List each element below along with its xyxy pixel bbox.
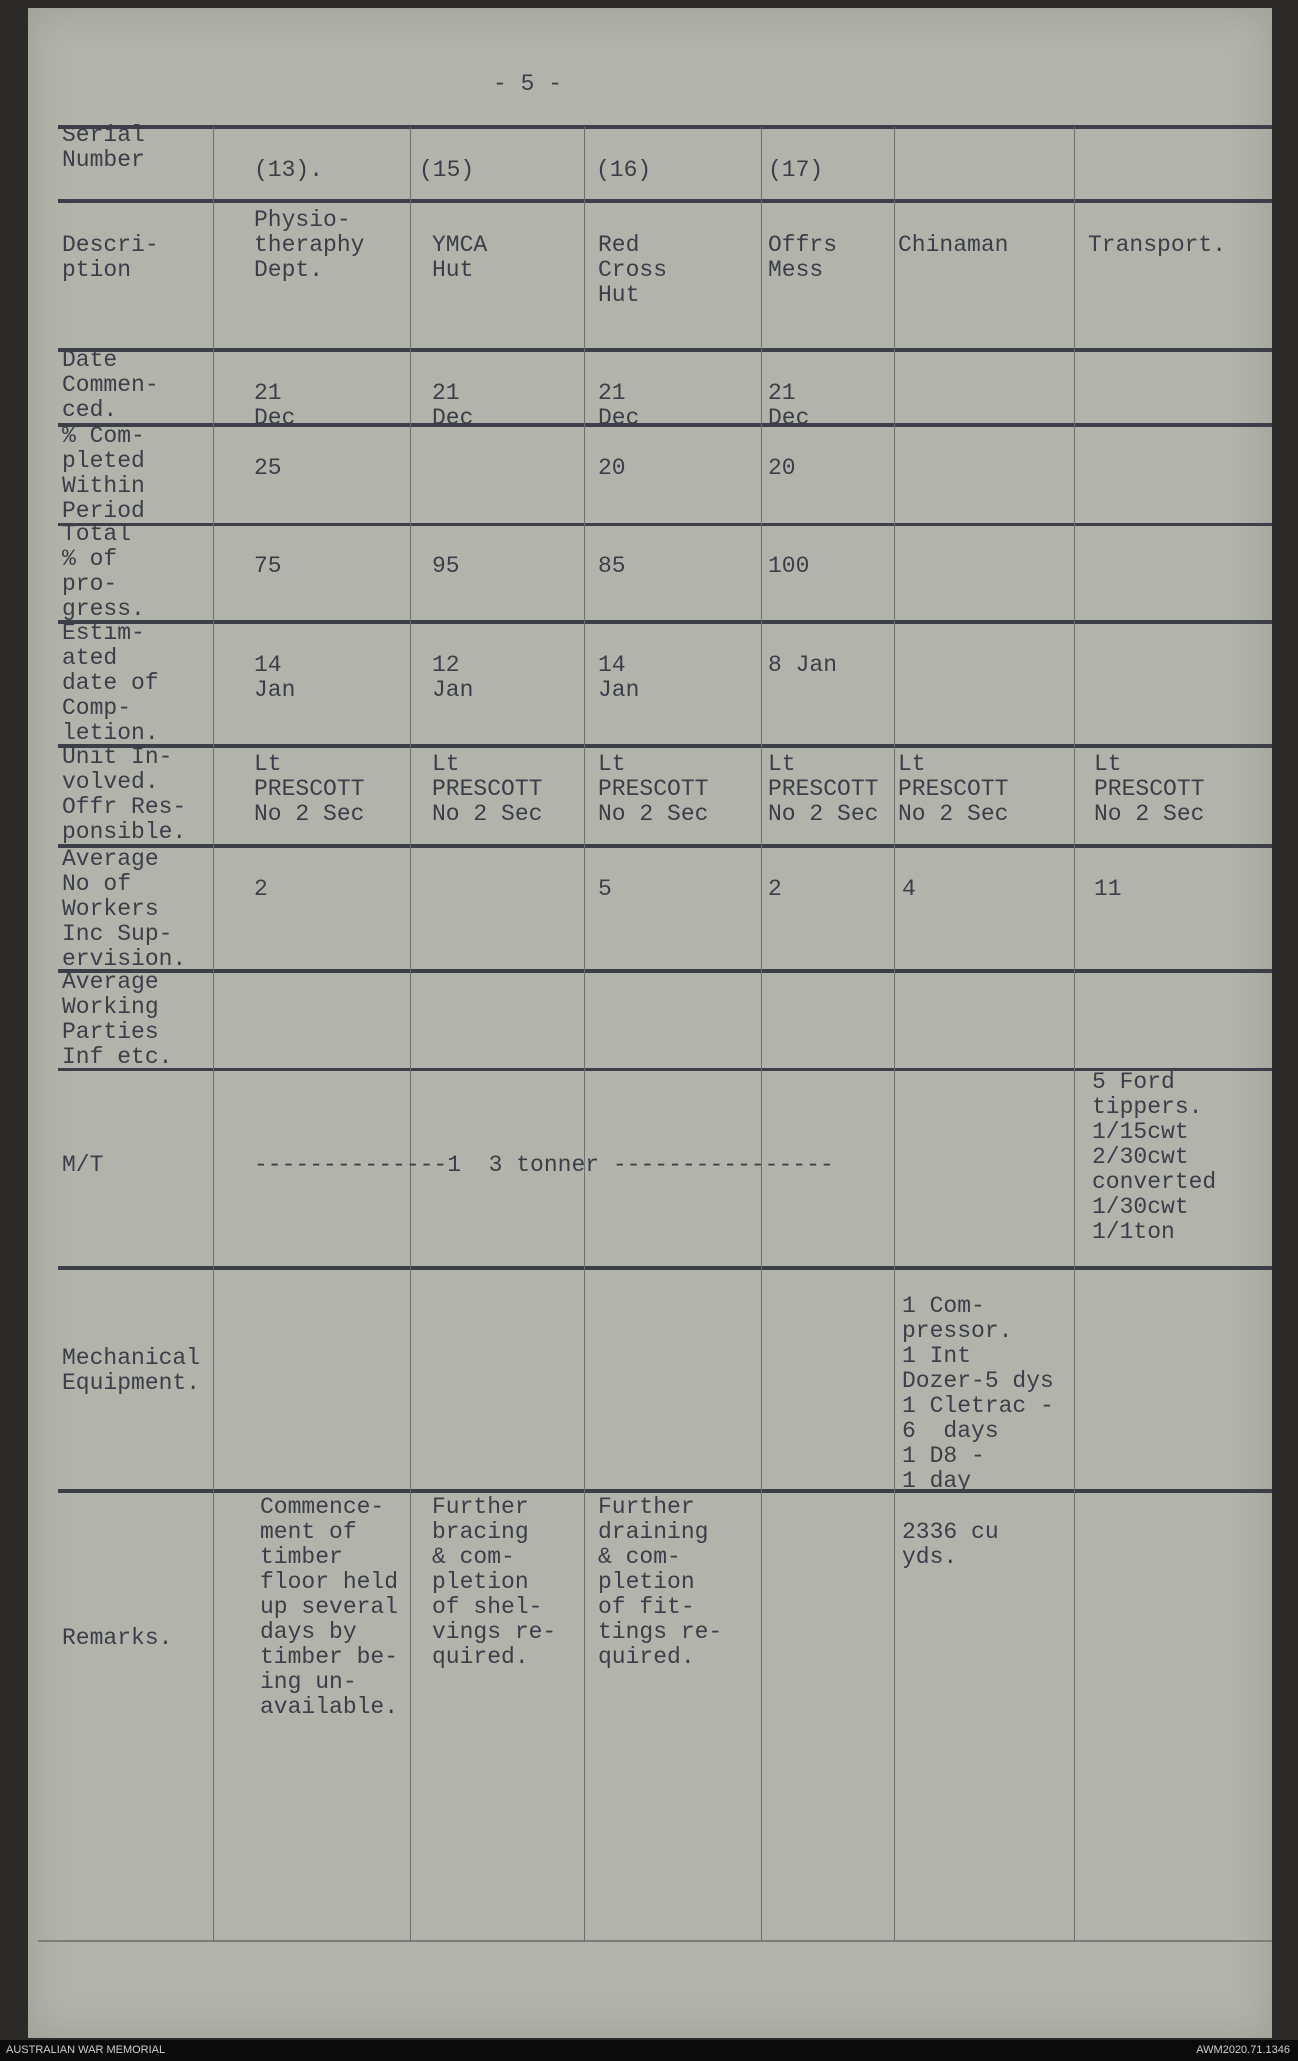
cell-avg-workers: 4 <box>902 876 916 902</box>
label-avg-parties: Average Working Parties Inf etc. <box>62 969 173 1070</box>
rule-mech <box>58 1489 1272 1493</box>
cell-total-progress: 100 <box>768 553 810 579</box>
label-serial: Serial Number <box>62 122 145 173</box>
rule-unit <box>58 844 1272 848</box>
rule-bottom <box>38 1940 1272 1942</box>
cell-pct-completed: 25 <box>254 455 282 481</box>
cell-description: Chinaman <box>898 232 1009 258</box>
cell-description: Transport. <box>1088 232 1227 258</box>
footer-right: AWM2020.71.1346 <box>1196 2044 1290 2056</box>
cell-avg-workers: 2 <box>254 876 268 902</box>
cell-serial: (17) <box>768 157 824 183</box>
label-total-progress: Total % of pro- gress. <box>62 521 145 622</box>
rule-pct <box>58 523 1272 526</box>
col-line-4 <box>761 127 762 1942</box>
cell-est-completion: 14 Jan <box>254 652 296 703</box>
rule-parties <box>58 1068 1272 1071</box>
cell-date-commenced: 21 Dec <box>432 380 474 431</box>
rule-date <box>58 423 1272 427</box>
cell-total-progress: 75 <box>254 553 282 579</box>
cell-serial: (13). <box>254 157 324 183</box>
col-line-2 <box>410 127 411 1942</box>
label-pct-completed: % Com- pleted Within Period <box>62 423 145 524</box>
cell-pct-completed: 20 <box>768 455 796 481</box>
cell-remarks: Further draining & com- pletion of fit- tings re- quired. <box>598 1494 723 1670</box>
cell-avg-workers: 11 <box>1094 876 1122 902</box>
cell-serial: (16) <box>596 157 652 183</box>
cell-unit: Lt PRESCOTT No 2 Sec <box>432 751 543 827</box>
col-line-6 <box>1074 127 1075 1942</box>
rule-serial <box>58 199 1272 203</box>
rule-est <box>58 744 1272 748</box>
cell-pct-completed: 20 <box>598 455 626 481</box>
cell-est-completion: 8 Jan <box>768 652 838 678</box>
label-est-completion: Estim- ated date of Comp- letion. <box>62 620 159 746</box>
footer-left: AUSTRALIAN WAR MEMORIAL <box>6 2044 166 2056</box>
cell-avg-workers: 2 <box>768 876 782 902</box>
cell-mech: 1 Com- pressor. 1 Int Dozer-5 dys 1 Cletrac - 6 days 1 D8 - 1 day <box>902 1293 1054 1494</box>
label-date-commenced: Date Commen- ced. <box>62 347 159 423</box>
cell-est-completion: 12 Jan <box>432 652 474 703</box>
rule-total <box>58 620 1272 624</box>
cell-serial: (15) <box>419 157 475 183</box>
rule-description <box>58 348 1272 352</box>
cell-est-completion: 14 Jan <box>598 652 640 703</box>
document-page <box>28 8 1272 2038</box>
cell-description: YMCA Hut <box>432 232 488 283</box>
label-mech: Mechanical Equipment. <box>62 1345 201 1396</box>
cell-avg-workers: 5 <box>598 876 612 902</box>
label-unit: Unit In- volved. Offr Res- ponsible. <box>62 744 187 845</box>
label-avg-workers: Average No of Workers Inc Sup- ervision. <box>62 846 187 972</box>
cell-description: Red Cross Hut <box>598 232 668 308</box>
cell-description: Physio- theraphy Dept. <box>254 207 365 283</box>
cell-remarks: Further bracing & com- pletion of shel- vings re- quired. <box>432 1494 557 1670</box>
label-mt: M/T <box>62 1152 104 1178</box>
cell-date-commenced: 21 Dec <box>254 380 296 431</box>
rule-workers <box>58 969 1272 973</box>
cell-total-progress: 95 <box>432 553 460 579</box>
col-line-5 <box>894 127 895 1942</box>
mt-shared-line: --------------1 3 tonner ---------------- <box>254 1152 834 1178</box>
cell-date-commenced: 21 Dec <box>598 380 640 431</box>
col-line-3 <box>584 127 585 1942</box>
cell-description: Offrs Mess <box>768 232 838 283</box>
rule-mt <box>58 1266 1272 1270</box>
cell-unit: Lt PRESCOTT No 2 Sec <box>768 751 879 827</box>
cell-remarks: Commence- ment of timber floor held up several days by timber be- ing un- available. <box>260 1494 399 1720</box>
cell-unit: Lt PRESCOTT No 2 Sec <box>254 751 365 827</box>
cell-remarks: 2336 cu yds. <box>902 1519 999 1570</box>
cell-unit: Lt PRESCOTT No 2 Sec <box>598 751 709 827</box>
cell-mt: 5 Ford tippers. 1/15cwt 2/30cwt converted 1/30cwt 1/1ton <box>1092 1069 1217 1245</box>
col-line-1 <box>213 127 214 1942</box>
page-number: - 5 - <box>493 71 563 97</box>
label-remarks: Remarks. <box>62 1625 173 1651</box>
cell-total-progress: 85 <box>598 553 626 579</box>
archive-footer <box>0 2040 1298 2061</box>
cell-unit: Lt PRESCOTT No 2 Sec <box>898 751 1009 827</box>
cell-date-commenced: 21 Dec <box>768 380 810 431</box>
rule-top <box>58 125 1272 129</box>
cell-unit: Lt PRESCOTT No 2 Sec <box>1094 751 1205 827</box>
label-description: Descri- ption <box>62 232 159 283</box>
